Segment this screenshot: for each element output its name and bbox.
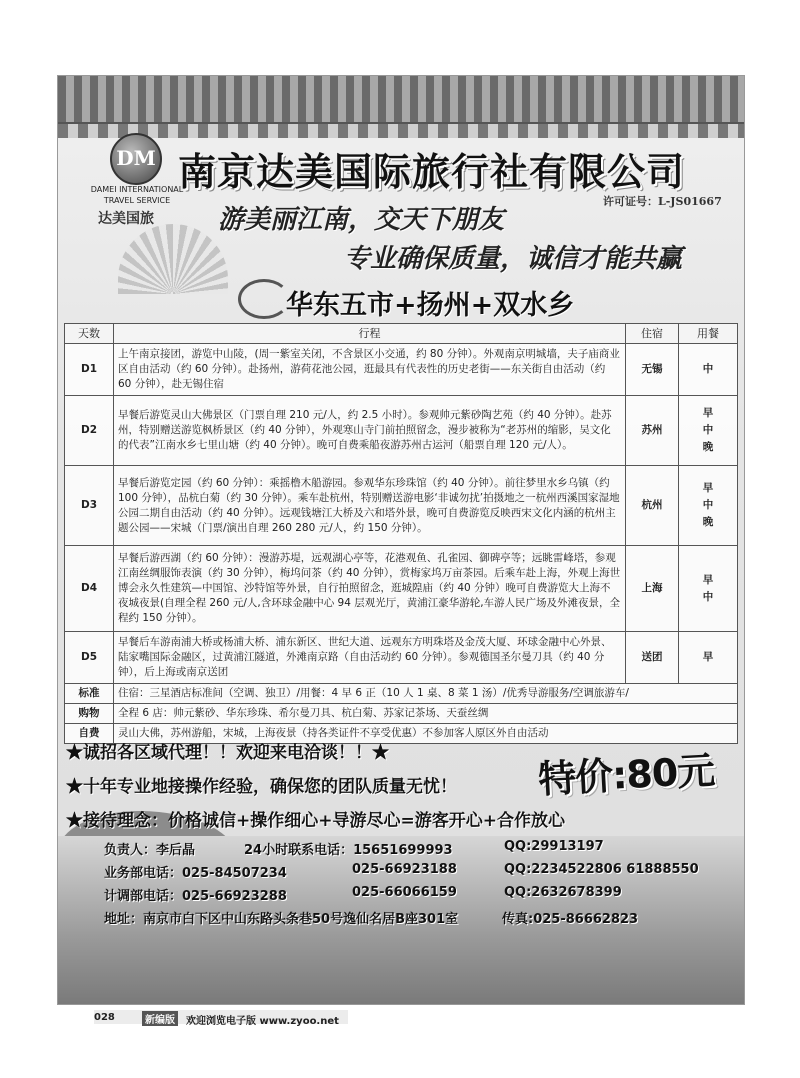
plan-cell: 早餐后游览灵山大佛景区（门票自理 210 元/人，约 2.5 小时）。参观帅元紫砂陶艺苑（约 40 分钟）。赴苏州，特别赠送游览枫桥景区（约 40 分钟），外观寒山寺门前拍照留念，漫步被称为“老苏州的缩影，吴文化的代表”江南水乡七里山塘（约 40 分钟）。晚可自费乘船夜游苏州古运河（船票自理 120 元/人）。 <box>114 396 626 466</box>
dispatch-phone-2: 025-66066159 <box>352 885 457 900</box>
license-number: 许可证号：L-JS01667 <box>603 195 722 208</box>
meal-cell: 早 中 晚 <box>679 466 738 546</box>
advertisement-page <box>57 75 745 1005</box>
header-stay: 住宿 <box>626 324 679 344</box>
fax-number: 传真:025-86662823 <box>502 912 639 927</box>
stay-cell: 苏州 <box>626 396 679 466</box>
standard-label: 标准 <box>65 684 114 704</box>
meal-cell: 早 <box>679 632 738 684</box>
company-logo: DM <box>110 133 162 185</box>
edition-tag: 新编版 <box>142 1011 178 1026</box>
qq-number: QQ:2632678399 <box>504 885 622 900</box>
table-row <box>65 704 738 724</box>
meal-cell: 中 <box>679 344 738 396</box>
header-meal: 用餐 <box>679 324 738 344</box>
table-row <box>65 466 738 546</box>
sales-phone-2: 025-66923188 <box>352 862 457 877</box>
logo-chinese-name: 达美国旅 <box>98 211 154 227</box>
table-row <box>65 396 738 466</box>
promo-line-philosophy: ★接待理念：价格诚信+操作细心+导游尽心=游客开心+合作放心 <box>66 811 565 831</box>
standard-text: 住宿：三星酒店标准间（空调、独卫）/用餐：4 早 6 正（10 人 1 桌、8 菜 1 汤）/优秀导游服务/空调旅游车/ <box>114 684 738 704</box>
stay-cell: 送团 <box>626 632 679 684</box>
roof-eaves-decoration <box>58 76 744 128</box>
stay-cell: 上海 <box>626 546 679 632</box>
optional-text: 灵山大佛，苏州游船，宋城，上海夜景（持各类证件不享受优惠）不参加客人原区外自由活动 <box>114 724 738 744</box>
table-row <box>65 684 738 704</box>
stay-cell: 无锡 <box>626 344 679 396</box>
hotline-phone: 24小时联系电话：15651699993 <box>244 843 453 858</box>
plan-cell: 上午南京接团，游览中山陵，(周一紫室关闭，不含景区小交通，约 80 分钟）。外观南京明城墙，夫子庙商业区自由活动（约 60 分钟）。赴扬州，游荷花池公园，逛最具有代表性的历史老街——东关街自由活动（约 60 分钟），赴无锡住宿 <box>114 344 626 396</box>
meal-cell: 早 中 <box>679 546 738 632</box>
meal-cell: 早 中 晚 <box>679 396 738 466</box>
table-row <box>65 344 738 396</box>
plan-cell: 早餐后游览定园（约 60 分钟）：乘摇橹木船游园。参观华东珍珠馆（约 40 分钟）。前往梦里水乡乌镇（约 100 分钟），品杭白菊（约 30 分钟）。乘车赴杭州，特别赠送游电影‘非诚勿扰’拍摄地之一杭州西溪国家湿地公园二期自由活动（约 40 分钟）。远观钱塘江大桥及六和塔外景，晚可自费游览反映西宋文化内涵的杭州主题公园——宋城（门票/演出自理 260 280 元/人，约 150 分钟）。 <box>114 466 626 546</box>
manager-name: 负责人：李后晶 <box>104 843 196 858</box>
dispatch-phone: 计调部电话：025-66923288 <box>104 889 287 904</box>
address: 地址：南京市白下区中山东路头条巷50号逸仙名居B座301室 <box>104 912 459 927</box>
qq-number: QQ:29913197 <box>504 839 604 854</box>
page-number: 028 <box>94 1012 115 1023</box>
shopping-text: 全程 6 店：帅元紫砂、华东珍珠、希尔曼刀具、杭白菊、苏家记茶场、天蚕丝绸 <box>114 704 738 724</box>
promo-line-agents: ★诚招各区域代理！！欢迎来电洽谈！！★ <box>66 743 389 763</box>
optional-label: 自费 <box>65 724 114 744</box>
sales-phone: 业务部电话：025-84507234 <box>104 866 287 881</box>
company-name: 南京达美国际旅行社有限公司 <box>178 149 686 194</box>
header-plan: 行程 <box>114 324 626 344</box>
stay-cell: 杭州 <box>626 466 679 546</box>
day-cell: D4 <box>65 546 114 632</box>
plan-cell: 早餐后游西湖（约 60 分钟）：漫游苏堤，远观湖心亭等，花港观鱼、孔雀园、御碑亭等；远眺雷峰塔，参观江南丝绸服饰表演（约 30 分钟），梅坞问茶（约 40 分钟），赏梅家坞万亩茶园。后乘车赴上海，外观上海世博会永久性建筑—中国馆、沙特馆等外景，自行拍照留念，逛城隍庙（约 40 分钟）晚可自费游览大上海不夜城夜景(自理全程 260 元/人,含环球金融中心 94 层观光厅，黄浦江豪华游轮,车游人民广场及外滩夜景，全程约 150 分钟）。 <box>114 546 626 632</box>
table-row <box>65 546 738 632</box>
slogan-2: 专业确保质量，诚信才能共赢 <box>344 244 683 274</box>
table-header-row <box>65 324 738 344</box>
footer-text[interactable]: 欢迎浏览电子版 www.zyoo.net <box>186 1016 339 1027</box>
itinerary-table <box>64 323 738 744</box>
plan-cell: 早餐后车游南浦大桥或杨浦大桥、浦东新区、世纪大道、远观东方明珠塔及金茂大厦、环球金融中心外景、陆家嘴国际金融区，过黄浦江隧道，外滩南京路（自由活动约 60 分钟）。参观德国圣尔曼刀具（约 40 分钟），后上海或南京送团 <box>114 632 626 684</box>
qq-number: QQ:2234522806 61888550 <box>504 862 699 877</box>
special-price: 特价:80元 <box>537 748 716 802</box>
day-cell: D2 <box>65 396 114 466</box>
day-cell: D1 <box>65 344 114 396</box>
cloud-icon <box>238 279 290 319</box>
header-day: 天数 <box>65 324 114 344</box>
day-cell: D5 <box>65 632 114 684</box>
shopping-label: 购物 <box>65 704 114 724</box>
promo-line-experience: ★十年专业地接操作经验，确保您的团队质量无忧！ <box>66 777 457 797</box>
slogan-1: 游美丽江南，交天下朋友 <box>218 205 505 235</box>
route-title: 华东五市+扬州+双水乡 <box>286 290 575 321</box>
table-row <box>65 632 738 684</box>
fan-decoration <box>118 224 228 294</box>
logo-english-name: DAMEI INTERNATIONAL TRAVEL SERVICE <box>90 185 184 205</box>
day-cell: D3 <box>65 466 114 546</box>
